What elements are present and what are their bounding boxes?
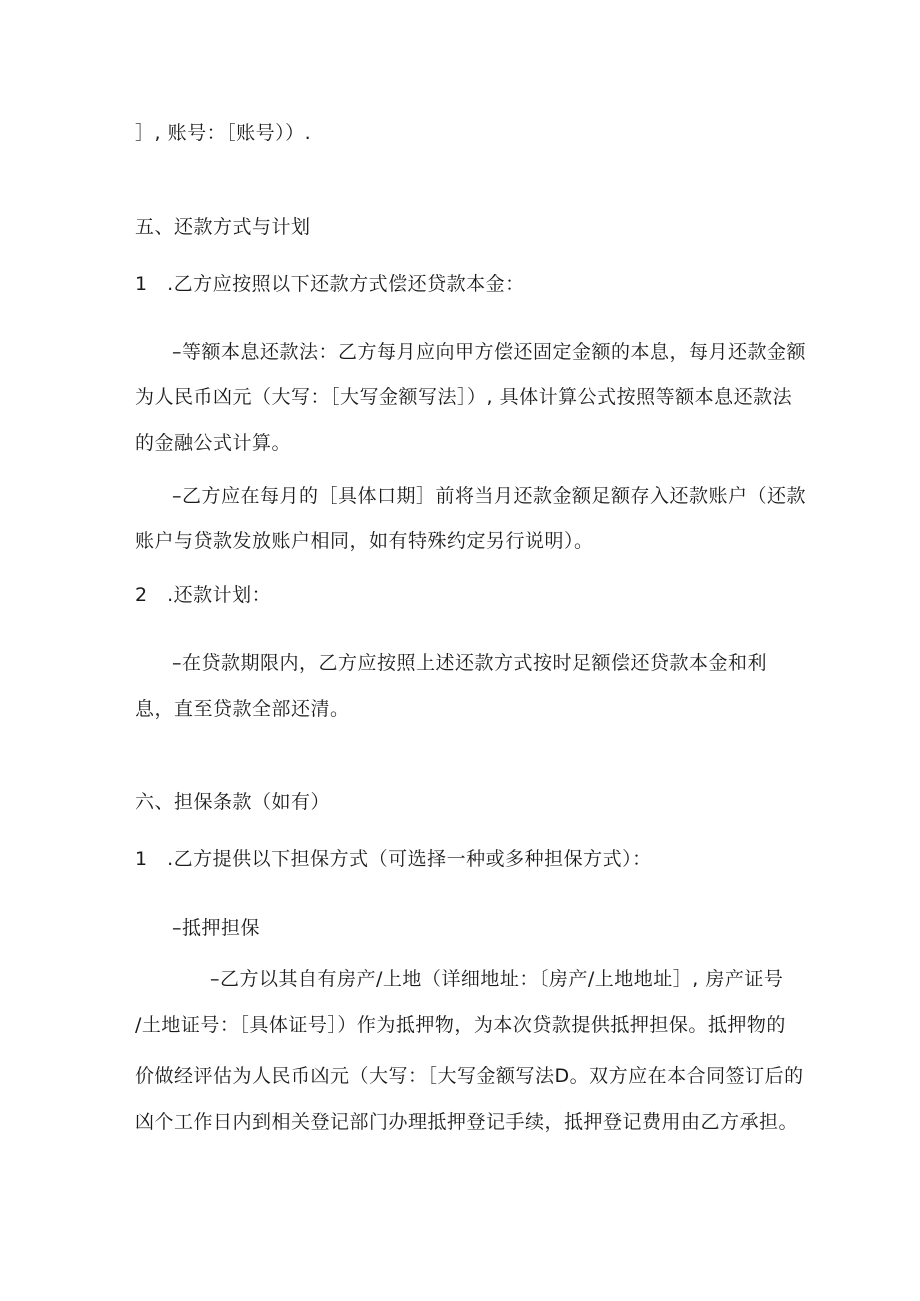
- subheading-mortgage: –抵押担保: [172, 917, 261, 939]
- paragraph-line: 账户与贷款发放账户相同，如有特殊约定另行说明）。: [135, 530, 594, 552]
- account-line: ］, 账号：［账号））.: [135, 122, 312, 144]
- paragraph-line: /土地证号：［具体证号］）作为抵押物，为本次贷款提供抵押担保。抵押物的: [135, 1014, 786, 1036]
- paragraph-line: –在贷款期限内，乙方应按照上述还款方式按时足额偿还贷款本金和利: [172, 652, 768, 674]
- paragraph-line: –乙方以其自有房产/上地（详细地址：〔房产/上地地址］, 房产证号: [210, 968, 784, 990]
- paragraph-line: 为人民币凶元（大写：［大写金额写法］）, 具体计算公式按照等额本息还款法: [135, 386, 793, 408]
- paragraph-line: –乙方应在每月的［具体口期］前将当月还款金额足额存入还款账户（还款: [172, 485, 807, 507]
- paragraph-line: 的金融公式计算。: [135, 432, 292, 454]
- paragraph-line: –等额本息还款法：乙方每月应向甲方偿还固定金额的本息，每月还款金额: [172, 341, 807, 363]
- clause-guarantee-methods: 1 .乙方提供以下担保方式（可选择一种或多种担保方式）：: [135, 848, 652, 870]
- paragraph-line: 息，直至贷款全部还清。: [135, 698, 350, 720]
- paragraph-line: 价做经评估为人民币凶元（大写：［大写金额写法D。双方应在本合同签订后的: [135, 1065, 804, 1087]
- section-heading-repayment: 五、还款方式与计划: [135, 216, 311, 238]
- section-heading-guarantee: 六、担保条款（如有）: [135, 791, 331, 813]
- paragraph-line: 凶个工作日内到相关登记部门办理抵押登记手续，抵押登记费用由乙方承担。: [135, 1111, 799, 1133]
- clause-repayment-method: 1 .乙方应按照以下还款方式偿还贷款本金：: [135, 273, 525, 295]
- clause-repayment-plan: 2 .还款计划：: [135, 584, 272, 606]
